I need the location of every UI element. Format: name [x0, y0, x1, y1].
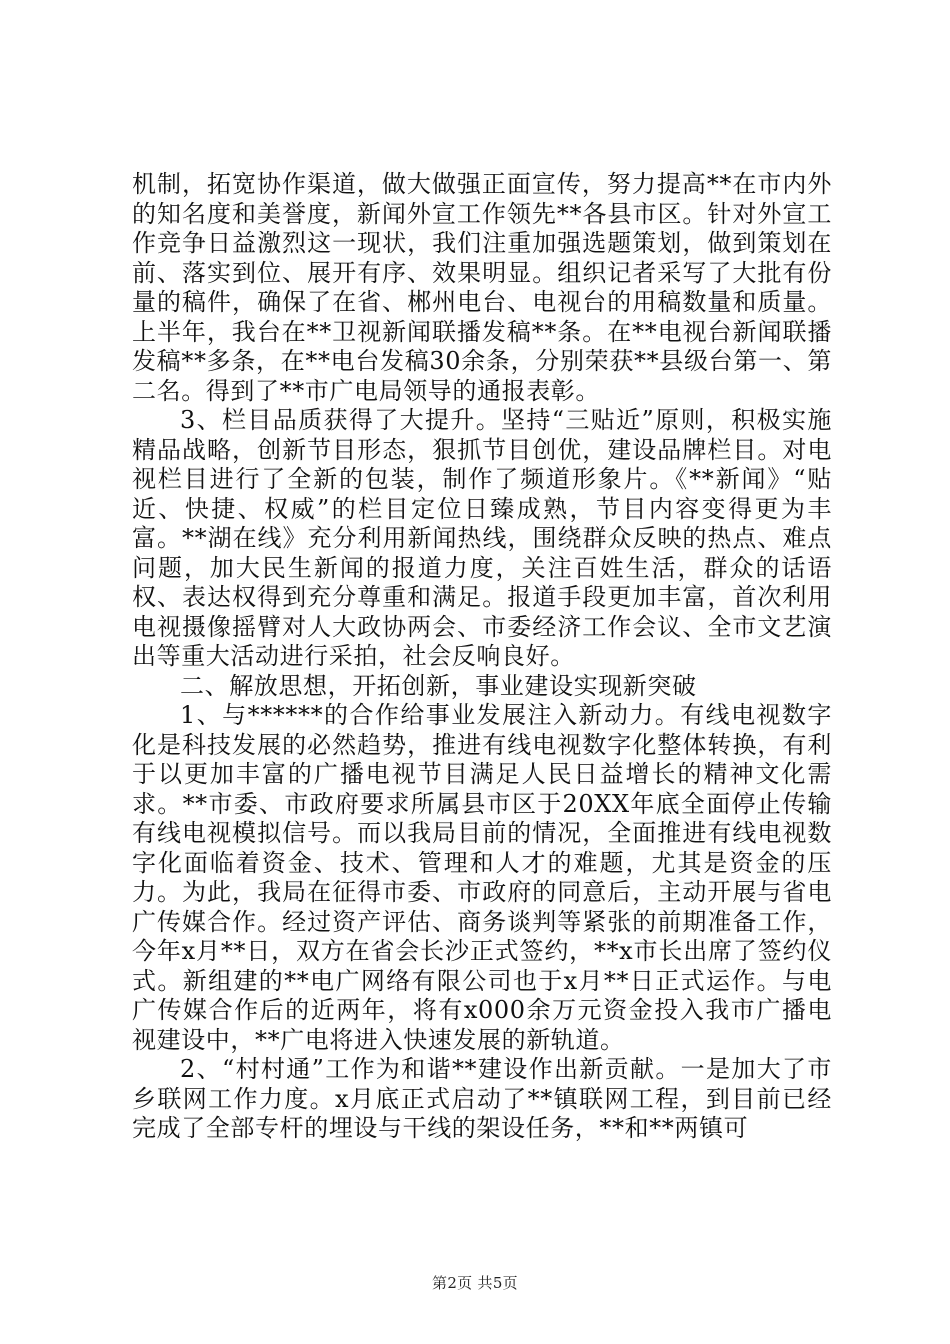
page-number-label: 第2页 共5页	[432, 1274, 518, 1292]
paragraph-village-access: 2、“村村通”工作为和谐**建设作出新贡献。一是加大了市乡联网工作力度。x月底正式启动了**镇联网工程，到目前已经完成了全部专杆的埋设与干线的架设任务，**和**两镇可	[132, 1055, 832, 1142]
page-footer	[0, 1272, 950, 1293]
document-body	[132, 170, 832, 1144]
paragraph-column-quality: 3、栏目品质获得了大提升。坚持“三贴近”原则，积极实施精品战略，创新节目形态，狠抓节目创优，建设品牌栏目。对电视栏目进行了全新的包装，制作了频道形象片。《**新闻》“贴近、快捷、权威”的栏目定位日臻成熟，节目内容变得更为丰富。**湖在线》充分利用新闻热线，围绕群众反映的热点、难点问题，加大民生新闻的报道力度，关注百姓生活，群众的话语权、表达权得到充分尊重和满足。报道手段更加丰富，首次利用电视摄像摇臂对人大政协两会、市委经济工作会议、全市文艺演出等重大活动进行采拍，社会反响良好。	[132, 406, 832, 670]
paragraph-continuation: 机制，拓宽协作渠道，做大做强正面宣传，努力提高**在市内外的知名度和美誉度，新闻外宣工作领先**各县市区。针对外宣工作竞争日益激烈这一现状，我们注重加强选题策划，做到策划在前、落实到位、展开有序、效果明显。组织记者采写了大批有份量的稿件，确保了在省、郴州电台、电视台的用稿数量和质量。上半年，我台在**卫视新闻联播发稿**条。在**电视台新闻联播发稿**多条，在**电台发稿30余条，分别荣获**县级台第一、第二名。得到了**市广电局领导的通报表彰。	[132, 170, 832, 405]
section-heading-two: 二、解放思想，开拓创新，事业建设实现新突破	[180, 671, 697, 700]
paragraph-cooperation: 1、与******的合作给事业发展注入新动力。有线电视数字化是科技发展的必然趋势，推进有线电视数字化整体转换，有利于以更加丰富的广播电视节目满足人民日益增长的精神文化需求。**市委、市政府要求所属县市区于20XX年底全面停止传输有线电视模拟信号。而以我局目前的情况，全面推进有线电视数字化面临着资金、技术、管理和人才的难题，尤其是资金的压力。为此，我局在征得市委、市政府的同意后，主动开展与省电广传媒合作。经过资产评估、商务谈判等紧张的前期准备工作，今年x月**日，双方在省会长沙正式签约，**x市长出席了签约仪式。新组建的**电广网络有限公司也于x月**日正式运作。与电广传媒合作后的近两年，将有x000余万元资金投入我市广播电视建设中，**广电将进入快速发展的新轨道。	[132, 701, 832, 1054]
